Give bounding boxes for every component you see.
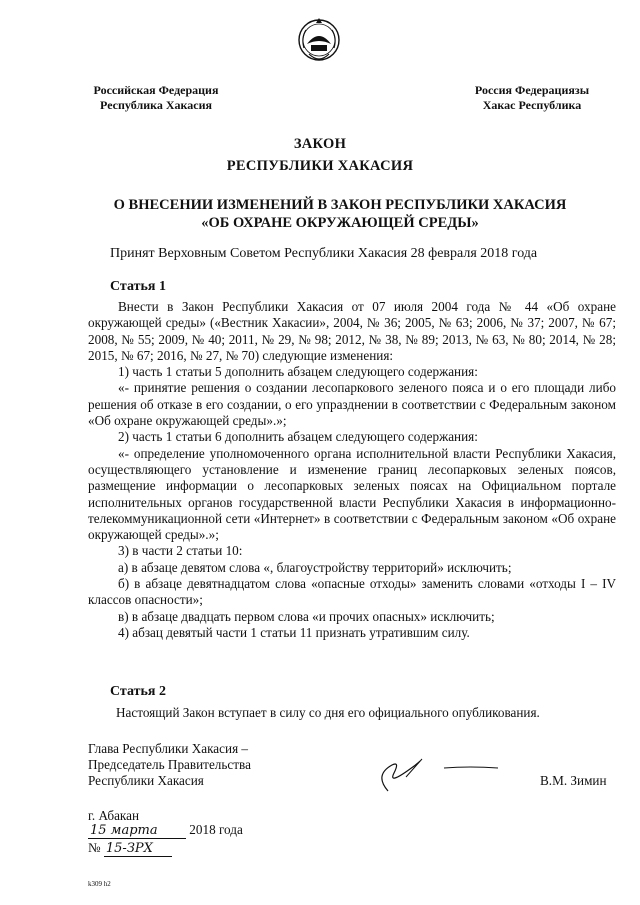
coat-of-arms-emblem [296,14,342,68]
header-left [76,83,236,113]
header-right-line2: Хакас Республика [482,98,582,112]
signatory-title-line1: Глава Республики Хакасия – [88,741,249,756]
law-title: ЗАКОН [293,136,347,152]
header-left-line1: Российская Федерация [93,83,219,97]
adoption-note: Принят Верховным Советом Республики Хакасия 28 февраля 2018 года [110,246,538,261]
article-1-paragraph: 4) абзац девятый части 1 статьи 11 признать утратившим силу. [118,624,470,640]
law-subtitle-line2: «ОБ ОХРАНЕ ОКРУЖАЮЩЕЙ СРЕДЫ» [201,215,479,231]
article-1-paragraph: а) в абзаце девятом слова «, благоустройству территорий» исключить; [118,559,512,575]
article-2-heading: Статья 2 [110,684,166,699]
signatory-title-line2: Председатель Правительства [88,757,251,772]
header-right [452,83,612,113]
article-1-paragraph: 1) часть 1 статьи 5 дополнить абзацем следующего содержания: [118,364,478,380]
law-number-line [88,840,172,857]
article-1-paragraph: «- принятие решения о создании лесопаркового зеленого пояса и о его площади либо решения об отказе в его создании, о его упразднении в соответствии с Федеральным законом «Об охране окружающей среды».»; [88,380,616,429]
article-2-paragraph: Настоящий Закон вступает в силу со дня его официального опубликования. [116,705,540,720]
law-number-prefix: № [88,840,101,855]
article-2-body [88,705,616,721]
article-1-paragraph: «- определение уполномоченного органа исполнительной власти Республики Хакасия, осуществляющего установление и изменение границ лесопарковых зеленых поясов, размещение информации о лесопарковых зеленых поясах на Официальном портале исполнительных органов государственной власти Республики Хакасия в информационно-телекоммуникационной сети «Интернет» в соответствии с Федеральным законом «Об охране окружающей среды».»; [88,445,616,543]
signatory-title-line3: Республики Хакасия [88,773,204,788]
handwritten-law-number: 15-ЗРХ [104,841,172,857]
signatory-title [88,741,251,789]
date-line [88,822,243,839]
article-1-heading: Статья 1 [110,279,166,294]
header-left-line2: Республика Хакасия [100,98,212,112]
article-1-body [88,299,616,641]
article-1-paragraph: в) в абзаце двадцать первом слова «и прочих опасных» исключить; [118,608,495,624]
law-subtitle [90,196,590,232]
article-1-paragraph: 2) часть 1 статьи 6 дополнить абзацем следующего содержания: [118,429,478,445]
footer-code: k309 h2 [88,880,111,888]
date-year: 2018 года [189,822,243,837]
header-right-line1: Россия Федерациязы [474,83,590,97]
handwritten-signature [370,755,520,795]
article-1-paragraph: 3) в части 2 статьи 10: [118,543,243,559]
handwritten-date: 15 марта [88,823,186,839]
law-republic: РЕСПУБЛИКИ ХАКАСИЯ [226,158,414,174]
place-of-signing: г. Абакан [88,808,140,823]
article-1-paragraph: б) в абзаце девятнадцатом слова «опасные отходы» заменить словами «отходы I – IV классов опасности»; [88,576,616,608]
law-subtitle-line1: О ВНЕСЕНИИ ИЗМЕНЕНИЙ В ЗАКОН РЕСПУБЛИКИ ХАКАСИЯ [113,197,567,213]
article-1-paragraph: Внести в Закон Республики Хакасия от 07 июля 2004 года № 44 «Об охране окружающей среды» («Вестник Хакасии», 2004, № 36; 2005, № 63; 2006, № 37; 2007, № 67; 2008, № 55; 2009, № 40; 2011, № 29, № 98; 2012, № 38, № 89; 2013, № 63, № 80; 2014, № 28; 2015, № 67; 2016, № 27, № 70) следующие изменения: [88,299,616,363]
signatory-name: В.М. Зимин [540,773,607,788]
